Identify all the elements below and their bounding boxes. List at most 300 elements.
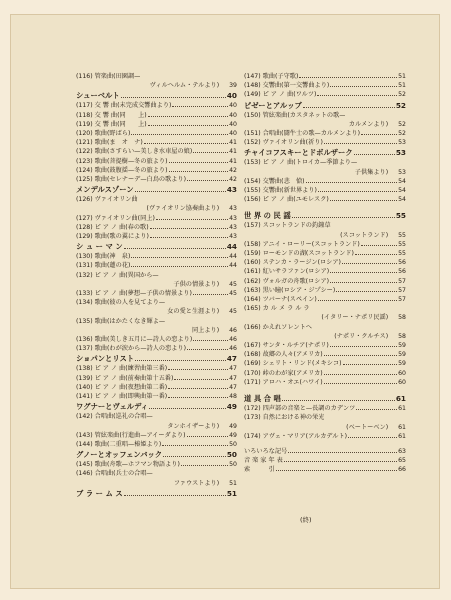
- toc-entry-title: (152) ヴァイオリン曲(祈り): [244, 139, 323, 147]
- toc-section-heading: [76, 241, 237, 252]
- toc-entry-title: (153) ピ ア ノ 曲(トロイカ—季節より—: [244, 159, 358, 167]
- toc-entry-title: (167) サンタ・ルチア(ナポリ): [244, 342, 329, 350]
- leader-dots: [354, 154, 395, 155]
- toc-entry: [244, 72, 406, 81]
- leader-dots: [193, 152, 228, 153]
- toc-left-column: [76, 72, 237, 499]
- leader-dots: [361, 245, 397, 246]
- leader-dots: [187, 349, 228, 350]
- toc-entry-title: (スコットランド): [340, 231, 389, 239]
- page-number: 49: [226, 402, 237, 412]
- leader-dots: [361, 134, 397, 135]
- toc-entry-title: (163) 黒い瞳(ロシア・ジプシー): [244, 286, 336, 294]
- toc-entry-title: (165) カ ル メ ラ ル ラ: [244, 305, 310, 313]
- toc-entry-title: (172) 四声部の音楽と—長調のカデンツ: [244, 405, 356, 413]
- toc-entry: [76, 195, 237, 204]
- page-number: 42: [229, 176, 237, 184]
- toc-entry-title: (119) 交 響 曲(同 上): [76, 120, 147, 128]
- page-number: 44: [229, 253, 237, 261]
- leader-dots: [292, 217, 395, 218]
- toc-entry: [76, 440, 237, 449]
- toc-entry-title: (155) 交響曲(新世界より): [244, 187, 317, 195]
- toc-entry: [244, 129, 406, 138]
- toc-entry-continuation: [244, 332, 406, 341]
- toc-section-heading: [244, 393, 406, 404]
- page-number: 54: [398, 177, 406, 185]
- leader-dots: [330, 86, 397, 87]
- page-number: 40: [226, 91, 237, 101]
- page-number: 47: [229, 374, 237, 382]
- toc-entry: [76, 261, 237, 270]
- leader-dots: [219, 81, 229, 90]
- leader-dots: [131, 134, 228, 135]
- toc-entry: [76, 383, 237, 392]
- leader-dots: [148, 116, 228, 117]
- toc-entry: [244, 304, 406, 313]
- page-number: 45: [229, 308, 237, 316]
- toc-entry-title: ヴィルヘルム・テルより): [149, 82, 220, 90]
- page-number: 40: [229, 130, 237, 138]
- leader-dots: [121, 97, 226, 98]
- toc-entry: [244, 277, 406, 286]
- toc-entry-title: (ナポリ・クルチス): [334, 332, 389, 340]
- end-mark: (終): [300, 516, 312, 524]
- leader-dots: [342, 263, 397, 264]
- page-number: 49: [229, 422, 237, 430]
- page-number: 59: [398, 342, 406, 350]
- page-number: 55: [398, 250, 406, 258]
- toc-section-heading: [244, 210, 406, 221]
- toc-entry-title: (142) 合唱曲(巡礼の合唱—: [76, 413, 153, 421]
- toc-entry: [76, 298, 237, 307]
- page-number: 56: [398, 259, 406, 267]
- toc-entry-continuation: [244, 313, 406, 322]
- page-number: 51: [398, 73, 406, 80]
- toc-entry-title: (144) 歌曲(二重唱—椿姫より): [76, 440, 162, 448]
- toc-entry-title: 索 引: [244, 466, 275, 474]
- toc-entry-title: (151) 合唱曲(闘牛士の歌—カルメンより): [244, 130, 361, 138]
- page-number: 40: [229, 102, 237, 110]
- toc-entry-title: (171) アロハ・オエ(ハワイ): [244, 378, 323, 386]
- page-number: 47: [229, 365, 237, 373]
- leader-dots: [150, 237, 228, 238]
- toc-entry-continuation: [244, 423, 406, 432]
- leader-dots: [330, 200, 397, 201]
- toc-entry: [76, 412, 237, 421]
- leader-dots: [219, 204, 229, 213]
- page-number: 59: [398, 360, 406, 368]
- toc-entry-title: (125) 歌曲(セレナーデ—白鳥の歌より): [76, 176, 187, 184]
- toc-entry-title: ビゼーとアルッブ: [244, 100, 302, 110]
- toc-entry-title: (157) スコットランドの釣鐘草: [244, 222, 331, 230]
- toc-entry-title: (130) 歌曲(神 泉): [76, 253, 131, 261]
- toc-entry: [244, 177, 406, 186]
- leader-dots: [131, 257, 228, 258]
- toc-entry-title: (139) ピ ア ノ 曲(前奏曲第十五番): [76, 374, 174, 382]
- page-number: 47: [229, 383, 237, 391]
- toc-section-heading: [76, 184, 237, 195]
- toc-entry-title: (154) 交響曲(悲 愴): [244, 177, 305, 185]
- page-number: 50: [226, 450, 237, 460]
- toc-entry-title: (174) アヴェ・マリア(アルカデルト): [244, 432, 348, 440]
- leader-dots: [330, 272, 397, 273]
- page-number: 40: [229, 120, 237, 128]
- toc-entry: [76, 111, 237, 120]
- toc-entry: [244, 111, 406, 120]
- toc-entry-title: (イタリー・ナポリ民謡): [321, 314, 389, 322]
- toc-entry-title: (141) ピ ア ノ 曲(即興曲第一番): [76, 393, 168, 401]
- page-number: 43: [229, 223, 237, 231]
- leader-dots: [144, 143, 228, 144]
- leader-dots: [124, 248, 226, 249]
- toc-entry-continuation: [244, 168, 406, 177]
- toc-entry-title: (147) 歌曲(子守歌): [244, 73, 299, 80]
- toc-entry-title: カルメンより): [348, 120, 389, 128]
- page-number: 51: [226, 488, 237, 498]
- toc-entry-title: (122) 歌曲(さすらい—美しき水車屋の娘): [76, 148, 193, 156]
- toc-section-heading: [244, 100, 406, 111]
- toc-entry: [244, 465, 406, 474]
- page-number: 53: [398, 168, 406, 176]
- toc-entry: [76, 129, 237, 138]
- page-number: 61: [395, 394, 406, 404]
- toc-entry-title: (162) ヴォルガの舟歌(ロシア): [244, 277, 330, 285]
- toc-entry: [76, 431, 237, 440]
- page-number: 50: [229, 461, 237, 469]
- leader-dots: [299, 77, 397, 78]
- toc-entry-title: (158) アニイ・ローリー(スコットランド): [244, 240, 360, 248]
- toc-entry: [76, 392, 237, 401]
- page-number: 60: [398, 369, 406, 377]
- leader-dots: [181, 465, 228, 466]
- leader-dots: [388, 423, 398, 432]
- leader-dots: [355, 254, 397, 255]
- toc-entry: [244, 221, 406, 230]
- toc-entry-title: (170) 峠のわが家(アメリカ): [244, 369, 323, 377]
- page-number: 48: [229, 393, 237, 401]
- leader-dots: [149, 408, 226, 409]
- toc-entry-title: (146) 合唱曲(兵士の合唱—: [76, 470, 153, 478]
- page-number: 66: [398, 466, 406, 474]
- page-number: 55: [398, 231, 406, 239]
- leader-dots: [318, 300, 397, 301]
- toc-entry-title: いろいろな記号: [244, 447, 288, 455]
- page-number: 40: [229, 111, 237, 119]
- toc-entry-title: (135) 歌曲(はかたくなき輝よ—: [76, 317, 166, 325]
- toc-entry-title: (131) 歌曲(蓮の花): [76, 262, 131, 270]
- toc-entry: [244, 240, 406, 249]
- leader-dots: [168, 369, 228, 370]
- toc-entry-title: (127) ヴァイオリン曲(同上): [76, 214, 155, 222]
- leader-dots: [168, 388, 228, 389]
- toc-entry: [76, 138, 237, 147]
- toc-entry-title: (160) ステンカ・ラージン(ロシア): [244, 259, 341, 267]
- toc-entry: [244, 404, 406, 413]
- toc-entry-title: (ヴァイオリン協奏曲より): [146, 205, 220, 213]
- leader-dots: [193, 340, 228, 341]
- toc-entry: [244, 456, 406, 465]
- toc-entry: [76, 317, 237, 326]
- toc-entry-title: 子供の情景より): [173, 280, 220, 288]
- toc-entry-title: (ベートーベン): [346, 423, 389, 431]
- toc-entry-title: ファウストより): [173, 479, 220, 487]
- toc-entry: [244, 186, 406, 195]
- leader-dots: [330, 282, 397, 283]
- leader-dots: [324, 374, 397, 375]
- toc-entry-title: (161) 紅いサラファン(ロシア): [244, 268, 330, 276]
- leader-dots: [219, 422, 229, 431]
- toc-entry-continuation: [244, 231, 406, 240]
- leader-dots: [348, 437, 397, 438]
- leader-dots: [124, 495, 226, 496]
- toc-entry-title: 同上より): [191, 326, 220, 334]
- leader-dots: [356, 409, 397, 410]
- leader-dots: [388, 332, 398, 341]
- toc-section-heading: [76, 449, 237, 460]
- toc-entry: [76, 175, 237, 184]
- toc-entry: [244, 359, 406, 368]
- page-number: 44: [229, 262, 237, 270]
- leader-dots: [318, 191, 397, 192]
- toc-entry-title: (145) 歌曲(舟歌—ホフマン物語より): [76, 461, 180, 469]
- page-number: 61: [398, 405, 406, 413]
- toc-section-heading: [76, 401, 237, 412]
- toc-entry: [76, 289, 237, 298]
- leader-dots: [388, 231, 398, 240]
- toc-section-heading: [76, 90, 237, 101]
- page-number: 52: [395, 100, 406, 110]
- toc-entry-title: シューベルト: [76, 91, 120, 101]
- toc-entry: [244, 323, 406, 332]
- page-number: 52: [398, 120, 406, 128]
- leader-dots: [388, 313, 398, 322]
- leader-dots: [219, 307, 229, 316]
- leader-dots: [174, 379, 228, 380]
- toc-entry: [76, 469, 237, 478]
- page-number: 60: [398, 378, 406, 386]
- toc-entry: [244, 286, 406, 295]
- toc-entry-title: チャイコフスキーとドボルザーク: [244, 148, 353, 158]
- page-number: 58: [398, 332, 406, 340]
- leader-dots: [131, 266, 228, 267]
- toc-entry-title: 道 具 合 唱: [244, 394, 281, 404]
- leader-dots: [324, 143, 397, 144]
- toc-entry-title: (134) 歌曲(彼の人を見てより—: [76, 299, 166, 307]
- leader-dots: [288, 452, 397, 453]
- toc-entry: [244, 295, 406, 304]
- toc-section-heading: [244, 147, 406, 158]
- toc-entry-title: (140) ピ ア ノ 曲(夜想曲第二番): [76, 383, 168, 391]
- page-number: 43: [229, 214, 237, 222]
- leader-dots: [169, 171, 229, 172]
- page-number: 49: [229, 431, 237, 439]
- toc-entry-title: 女の愛と生涯より): [167, 308, 220, 316]
- leader-dots: [169, 162, 229, 163]
- page-number: 51: [229, 479, 237, 487]
- page-number: 46: [229, 336, 237, 344]
- toc-section-heading: [76, 353, 237, 364]
- toc-entry-title: (173) 自然における神の栄光: [244, 414, 325, 422]
- toc-entry-title: グノーとオッフェンバック: [76, 450, 163, 460]
- leader-dots: [388, 120, 398, 129]
- toc-entry-title: (118) 交 響 曲(同 上): [76, 111, 147, 119]
- page-number: 46: [229, 345, 237, 353]
- leader-dots: [343, 364, 398, 365]
- toc-entry: [76, 252, 237, 261]
- page-number: 52: [398, 130, 406, 138]
- leader-dots: [148, 125, 228, 126]
- toc-entry-title: (156) ピ ア ノ 曲(ユモレスク): [244, 196, 329, 204]
- page-number: 58: [398, 314, 406, 322]
- leader-dots: [324, 355, 397, 356]
- toc-entry: [76, 460, 237, 469]
- toc-entry-title: (126) ヴァイオリン曲: [76, 196, 138, 204]
- leader-dots: [156, 219, 228, 220]
- toc-entry: [76, 344, 237, 353]
- page-number: 47: [226, 354, 237, 364]
- toc-entry-title: メンデルスゾーン: [76, 185, 134, 195]
- toc-entry-title: (149) ピ ア ノ 曲(ワルツ): [244, 91, 317, 99]
- toc-entry: [244, 195, 406, 204]
- toc-entry: [244, 138, 406, 147]
- toc-entry: [76, 101, 237, 110]
- toc-entry-continuation: [76, 326, 237, 335]
- toc-entry-title: (124) 歌曲(鼓腹揺—冬の旅より): [76, 166, 168, 174]
- leader-dots: [219, 280, 229, 289]
- toc-entry: [76, 157, 237, 166]
- page-number: 45: [229, 290, 237, 298]
- toc-entry-title: タンホイザーより): [167, 422, 220, 430]
- toc-entry: [76, 166, 237, 175]
- toc-entry: [244, 378, 406, 387]
- toc-entry: [76, 364, 237, 373]
- page-number: 46: [229, 326, 237, 334]
- toc-entry-title: (123) 歌曲(菩提樹—冬の旅より): [76, 157, 168, 165]
- toc-entry-title: (143) 管絃楽曲(行進曲—アイーダより): [76, 431, 186, 439]
- toc-entry-title: (121) 歌曲(ま オ ナ): [76, 139, 143, 147]
- leader-dots: [336, 291, 397, 292]
- page-number: 57: [398, 296, 406, 304]
- page-number: 54: [398, 187, 406, 195]
- toc-entry-title: (166) かえれソレントへ: [244, 323, 312, 331]
- toc-entry-title: (120) 歌曲(野ばら): [76, 130, 131, 138]
- page-number: 53: [398, 139, 406, 147]
- leader-dots: [330, 346, 397, 347]
- page-number: 53: [395, 148, 406, 158]
- leader-dots: [163, 456, 226, 457]
- toc-entry-title: ブ ラ ー ム ス: [76, 488, 123, 498]
- toc-entry: [244, 413, 406, 422]
- toc-entry: [76, 147, 237, 156]
- leader-dots: [303, 107, 395, 108]
- page-number: 57: [398, 277, 406, 285]
- page-number: 65: [398, 457, 406, 465]
- toc-entry-continuation: [76, 81, 237, 90]
- toc-entry-title: シ ュ ー マ ン: [76, 242, 123, 252]
- leader-dots: [193, 294, 228, 295]
- toc-entry: [76, 335, 237, 344]
- toc-entry-continuation: [76, 307, 237, 316]
- page-number: 61: [398, 432, 406, 440]
- page-number: 61: [398, 423, 406, 431]
- toc-entry: [244, 350, 406, 359]
- page-number: 41: [229, 157, 237, 165]
- toc-entry-title: (168) 故郷の人々(アメリカ): [244, 351, 323, 359]
- toc-entry-title: (137) 歌曲(わが涙から—詩人の恋より): [76, 345, 187, 353]
- toc-entry: [244, 369, 406, 378]
- leader-dots: [219, 326, 229, 335]
- toc-entry: [76, 232, 237, 241]
- page-number: 42: [229, 166, 237, 174]
- page-number: 43: [229, 233, 237, 241]
- toc-entry-continuation: [244, 120, 406, 129]
- toc-section-heading: [76, 488, 237, 499]
- toc-entry: [76, 214, 237, 223]
- leader-dots: [388, 168, 398, 177]
- page-number: 50: [229, 440, 237, 448]
- page-number: 41: [229, 139, 237, 147]
- toc-entry-title: (159) ローモンドの湖(スコットランド): [244, 250, 354, 258]
- toc-entry-title: (169) シェリト・リンド(メキシコ): [244, 360, 342, 368]
- leader-dots: [187, 180, 228, 181]
- page-number: 57: [398, 286, 406, 294]
- toc-entry: [76, 120, 237, 129]
- toc-entry-title: (117) 交 響 曲(未完成交響曲より): [76, 102, 172, 110]
- page-number: 43: [229, 205, 237, 213]
- leader-dots: [162, 445, 228, 446]
- page-number: 39: [229, 82, 237, 90]
- toc-entry-continuation: [76, 422, 237, 431]
- page-number: 41: [229, 148, 237, 156]
- toc-entry-title: 音 楽 家 年 表: [244, 457, 283, 465]
- toc-entry: [244, 249, 406, 258]
- toc-entry: [244, 432, 406, 441]
- page-number: 59: [398, 351, 406, 359]
- toc-entry-title: 世 界 の 民 謡: [244, 211, 291, 221]
- page-number: 56: [398, 268, 406, 276]
- page-number: 51: [398, 82, 406, 90]
- toc-entry-title: 子供集より): [354, 168, 389, 176]
- toc-entry-continuation: [76, 204, 237, 213]
- toc-entry: [244, 258, 406, 267]
- leader-dots: [168, 397, 228, 398]
- toc-entry: [244, 158, 406, 167]
- leader-dots: [276, 470, 397, 471]
- toc-entry-title: (150) 管絃楽曲(カスタネットの歌—: [244, 111, 346, 119]
- toc-entry-title: (136) 歌曲(美しき五月に—詩人の恋より): [76, 336, 193, 344]
- leader-dots: [150, 228, 228, 229]
- toc-entry-title: (132) ピ ア ノ 曲(異国から—: [76, 271, 159, 279]
- page-number: 52: [398, 91, 406, 99]
- leader-dots: [317, 95, 397, 96]
- toc-entry-title: (148) 交響曲(第一交響曲より): [244, 82, 330, 90]
- leader-dots: [219, 479, 229, 488]
- leader-dots: [135, 360, 226, 361]
- toc-entry: [244, 447, 406, 456]
- toc-entry-title: (138) ピ ア ノ 曲(練習曲第三番): [76, 365, 168, 373]
- toc-entry-title: (133) ピ ア ノ 曲(夢想—子供の情景より): [76, 290, 192, 298]
- toc-entry-title: ショパンとリスト: [76, 354, 135, 364]
- leader-dots: [187, 436, 229, 437]
- toc-entry-continuation: [76, 280, 237, 289]
- toc-entry: [76, 271, 237, 280]
- toc-entry: [244, 341, 406, 350]
- toc-right-column: [244, 72, 406, 475]
- toc-entry: [244, 90, 406, 99]
- toc-entry-continuation: [76, 479, 237, 488]
- page-number: 45: [229, 280, 237, 288]
- toc-entry: [76, 72, 237, 81]
